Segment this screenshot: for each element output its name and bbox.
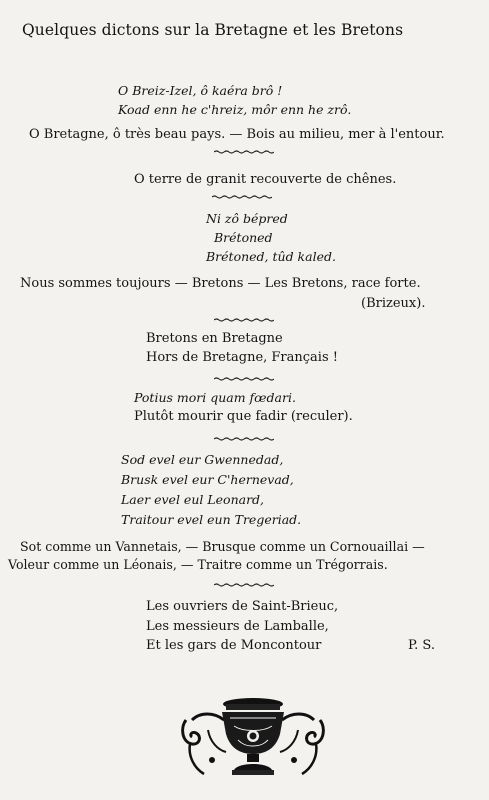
breton-verse-line: Sod evel eur Gwennedad, bbox=[121, 452, 284, 467]
breton-verse-line: Brusk evel eur C'hernevad, bbox=[121, 472, 294, 487]
french-translation-line: O Bretagne, ô très beau pays. — Bois au milieu, mer à l'entour. bbox=[29, 127, 445, 142]
breton-verse-line: O Breiz-Izel, ô kaéra brô ! bbox=[118, 83, 283, 98]
french-translation-line: Hors de Bretagne, Français ! bbox=[146, 350, 338, 365]
french-translation-line: Plutôt mourir que fadir (reculer). bbox=[134, 409, 353, 424]
french-translation-line: Voleur comme un Léonais, — Traitre comme un Trégorrais. bbox=[8, 557, 388, 572]
wavy-divider bbox=[214, 150, 274, 154]
page-title: Quelques dictons sur la Bretagne et les Bretons bbox=[22, 21, 404, 39]
breton-verse-line: Ni zô bépred bbox=[206, 211, 288, 226]
french-verse-line: Les messieurs de Lamballe, bbox=[146, 619, 329, 634]
wavy-divider bbox=[214, 583, 274, 587]
attribution: (Brizeux). bbox=[361, 296, 426, 311]
wavy-divider bbox=[214, 437, 274, 441]
breton-verse-line: Koad enn he c'hreiz, môr enn he zrô. bbox=[118, 102, 352, 117]
wavy-divider bbox=[214, 318, 274, 322]
breton-verse-line: Brétoned, tûd kaled. bbox=[206, 249, 336, 264]
decorative-vase-ornament bbox=[178, 690, 328, 785]
breton-verse-line: Laer evel eul Leonard, bbox=[121, 492, 265, 507]
latin-motto: Potius mori quam fœdari. bbox=[134, 390, 296, 405]
french-translation-line: Sot comme un Vannetais, — Brusque comme un Cornouaillai — bbox=[20, 539, 425, 554]
french-translation-line: Nous sommes toujours — Bretons — Les Bretons, race forte. bbox=[20, 276, 421, 291]
french-verse-line: Les ouvriers de Saint-Brieuc, bbox=[146, 599, 339, 614]
breton-verse-line: Brétoned bbox=[214, 230, 273, 245]
french-translation-line: Bretons en Bretagne bbox=[146, 331, 283, 346]
wavy-divider bbox=[214, 377, 274, 381]
french-translation-line: O terre de granit recouverte de chênes. bbox=[134, 172, 397, 187]
french-verse-line: Et les gars de Moncontour bbox=[146, 638, 322, 653]
wavy-divider bbox=[212, 195, 272, 199]
breton-verse-line: Traitour evel eun Tregeriad. bbox=[121, 512, 302, 527]
signature: P. S. bbox=[408, 638, 435, 653]
